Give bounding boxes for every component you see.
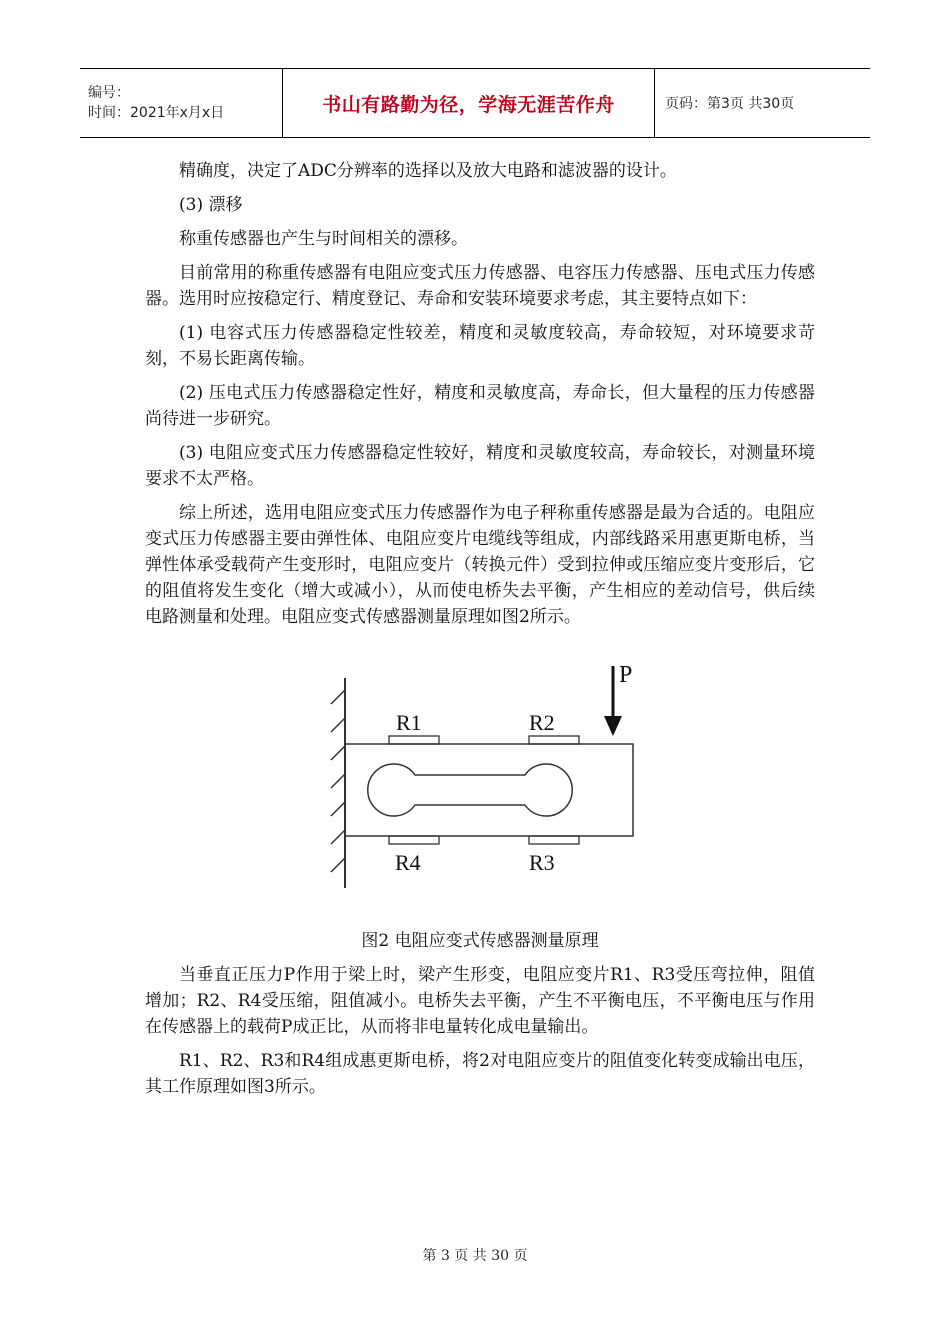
paragraph: 综上所述，选用电阻应变式压力传感器作为电子秤称重传感器是最为合适的。电阻应变式压力传感器主要由弹性体、电阻应变片电缆线等组成，内部线路采用惠更斯电桥，当弹性体承受载荷产生变形时，电阻应变片（转换元件）受到拉伸或压缩应变片变形后，它的阻值将发生变化（增大或减小），从而使电桥失去平衡，产生相应的差动信号，供后续电路测量和处理。电阻应变式传感器测量原理如图2所示。 xyxy=(145,503,815,627)
paragraph: 目前常用的称重传感器有电阻应变式压力传感器、电容压力传感器、压电式压力传感器。选用时应按稳定行、精度登记、寿命和安装环境要求考虑，其主要特点如下： xyxy=(145,263,815,309)
load-cell-diagram xyxy=(145,638,815,928)
figure-caption: 图2 电阻应变式传感器测量原理 xyxy=(361,931,599,951)
dumbbell-hole xyxy=(368,764,572,816)
list-heading-drift: (3) 漂移 xyxy=(179,195,243,215)
strain-gauge-r2 xyxy=(529,736,579,744)
strain-gauge-r1 xyxy=(389,736,439,744)
document-body xyxy=(145,158,815,1108)
r4-label: R4 xyxy=(395,850,421,875)
force-label: P xyxy=(619,662,633,688)
list-item: (3) 电阻应变式压力传感器稳定性较好，精度和灵敏度较高，寿命较长，对测量环境要求不太严格。 xyxy=(145,443,815,489)
header-meta xyxy=(80,69,282,137)
list-item: (1) 电容式压力传感器稳定性较差，精度和灵敏度较高，寿命较短，对环境要求苛刻，不易长距离传输。 xyxy=(145,323,815,369)
strain-gauge-r3 xyxy=(529,836,579,844)
figure-2 xyxy=(145,638,815,928)
force-arrow-head xyxy=(604,716,622,736)
number-label: 编号： xyxy=(88,85,130,101)
wall-hatching xyxy=(331,690,345,872)
header-motto: 书山有路勤为径，学海无涯苦作舟 xyxy=(282,69,655,137)
elastic-beam xyxy=(345,744,633,836)
list-item: (2) 压电式压力传感器稳定性好，精度和灵敏度高，寿命长，但大量程的压力传感器尚待进一步研究。 xyxy=(145,383,815,429)
paragraph: R1、R2、R3和R4组成惠更斯电桥，将2对电阻应变片的阻值变化转变成输出电压，其工作原理如图3所示。 xyxy=(145,1051,815,1097)
r3-label: R3 xyxy=(529,850,555,875)
r2-label: R2 xyxy=(529,710,555,735)
paragraph: 称重传感器也产生与时间相关的漂移。 xyxy=(179,229,468,249)
header-page-label: 页码：第3页 共30页 xyxy=(665,96,795,112)
paragraph: 精确度，决定了ADC分辨率的选择以及放大电路和滤波器的设计。 xyxy=(179,161,677,181)
strain-gauge-r4 xyxy=(389,836,439,844)
r1-label: R1 xyxy=(396,710,422,735)
page-footer: 第 3 页 共 30 页 xyxy=(422,1248,528,1264)
page-header xyxy=(80,68,870,138)
date-label: 时间：2021年x月x日 xyxy=(88,105,225,121)
paragraph: 当垂直正压力P作用于梁上时，梁产生形变，电阻应变片R1、R3受压弯拉伸，阻值增加；R2、R4受压缩，阻值减小。电桥失去平衡，产生不平衡电压，不平衡电压与作用在传感器上的载荷P成正比，从而将非电量转化成电量输出。 xyxy=(145,965,815,1037)
